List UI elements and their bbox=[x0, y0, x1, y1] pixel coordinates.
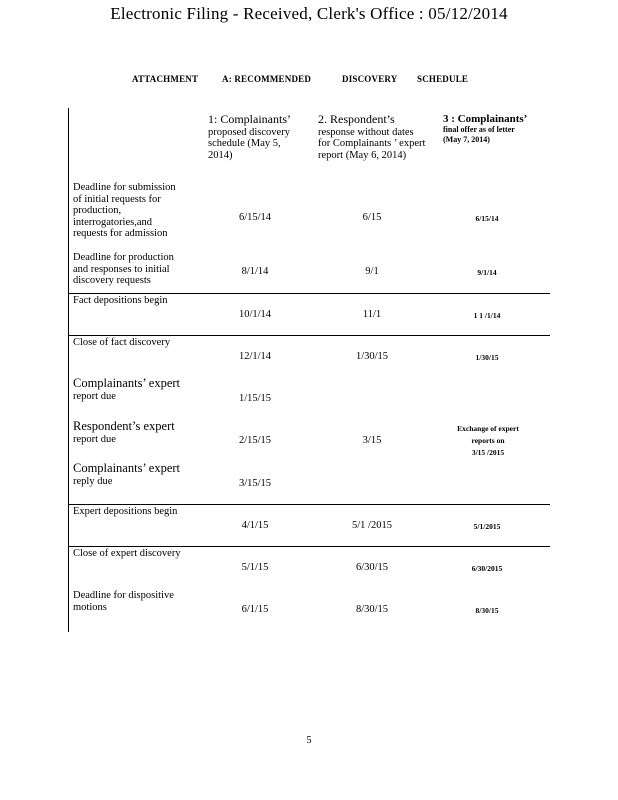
cell-col1: 3/15/15 bbox=[238, 478, 272, 489]
row-label-production: Deadline for production and responses to initial discovery requests bbox=[73, 252, 174, 286]
cell-col1: 8/1/14 bbox=[241, 266, 269, 277]
cell-col2: 9/1 bbox=[365, 266, 379, 277]
cell-col2: 1/30/15 bbox=[355, 351, 389, 362]
expert-exchange-line: Exchange of expert bbox=[457, 424, 519, 433]
column-header-rest: response without dates for Complainants ’ expert report (May 6, 2014) bbox=[318, 126, 426, 161]
page-number: 5 bbox=[306, 735, 312, 746]
column-header-rest: final offer as of letter (May 7, 2014) bbox=[443, 125, 515, 144]
row-label-lead: Respondent’s expert bbox=[73, 419, 175, 433]
filing-header: Electronic Filing - Received, Clerk's Office : 05/12/2014 bbox=[110, 4, 508, 23]
cell-col3: 9/1/14 bbox=[477, 268, 497, 277]
row-label-lead: Complainants’ expert bbox=[73, 376, 181, 390]
row-label-close-fact-discovery: Close of fact discovery bbox=[73, 337, 171, 348]
attachment-word: ATTACHMENT bbox=[132, 74, 199, 84]
column-header-lead: 2. Respondent’s bbox=[318, 112, 395, 126]
cell-col1: 1/15/15 bbox=[238, 393, 272, 404]
row-divider bbox=[68, 293, 550, 294]
cell-col1: 12/1/14 bbox=[238, 351, 272, 362]
row-divider bbox=[68, 504, 550, 505]
cell-col2: 5/1 /2015 bbox=[352, 520, 392, 531]
row-label-initial-requests: Deadline for submission of initial requests for production, interrogatories,and requests for admission bbox=[73, 182, 176, 239]
row-label-rest: report due bbox=[73, 433, 116, 445]
cell-col2: 11/1 bbox=[362, 309, 382, 320]
row-label-respondent-expert-report bbox=[73, 421, 185, 445]
table-left-border bbox=[68, 108, 69, 632]
row-label-complainants-expert-report bbox=[73, 378, 185, 402]
row-label-close-expert-discovery: Close of expert discovery bbox=[73, 548, 181, 559]
column-header-complainants-final bbox=[443, 114, 531, 145]
column-header-rest: proposed discovery schedule (May 5, 2014) bbox=[208, 126, 290, 161]
cell-col3: 8/30/15 bbox=[475, 606, 499, 615]
row-label-expert-depositions: Expert depositions begin bbox=[73, 506, 178, 517]
cell-col2: 6/15 bbox=[362, 212, 382, 223]
row-divider bbox=[68, 546, 550, 547]
cell-col1: 5/1/15 bbox=[241, 562, 269, 573]
row-label-rest: reply due bbox=[73, 475, 113, 487]
expert-exchange-note bbox=[440, 423, 536, 459]
cell-col3: 5/1/2015 bbox=[473, 522, 501, 531]
expert-exchange-line: reports on bbox=[471, 436, 505, 445]
cell-col3: 6/15/14 bbox=[475, 214, 499, 223]
cell-col3: 6/30/2015 bbox=[471, 564, 503, 573]
cell-col1: 10/1/14 bbox=[238, 309, 272, 320]
cell-col1: 6/15/14 bbox=[238, 212, 272, 223]
cell-col1: 4/1/15 bbox=[241, 520, 269, 531]
attachment-schedule: SCHEDULE bbox=[417, 74, 469, 84]
column-header-complainants-proposed bbox=[208, 114, 298, 161]
cell-col3: 1 1 /1/14 bbox=[473, 311, 501, 320]
expert-exchange-line: 3/15 /2015 bbox=[471, 448, 505, 457]
row-label-rest: report due bbox=[73, 390, 116, 402]
row-label-dispositive-motions: Deadline for dispositive motions bbox=[73, 590, 174, 613]
cell-col3: 1/30/15 bbox=[475, 353, 499, 362]
column-header-respondent-response bbox=[318, 114, 426, 161]
column-header-lead: 3 : Complainants’ bbox=[443, 113, 528, 125]
row-label-fact-depositions: Fact depositions begin bbox=[73, 295, 168, 306]
attachment-letter-recommended: A: RECOMMENDED bbox=[222, 74, 312, 84]
cell-col1: 2/15/15 bbox=[238, 435, 272, 446]
column-header-lead: 1: Complainants’ bbox=[208, 112, 291, 126]
cell-col2: 3/15 bbox=[362, 435, 382, 446]
row-label-complainants-expert-reply bbox=[73, 463, 185, 487]
cell-col2: 6/30/15 bbox=[355, 562, 389, 573]
cell-col2: 8/30/15 bbox=[355, 604, 389, 615]
attachment-discovery: DISCOVERY bbox=[342, 74, 398, 84]
row-label-lead: Complainants’ expert bbox=[73, 461, 181, 475]
cell-col1: 6/1/15 bbox=[241, 604, 269, 615]
row-divider bbox=[68, 335, 550, 336]
